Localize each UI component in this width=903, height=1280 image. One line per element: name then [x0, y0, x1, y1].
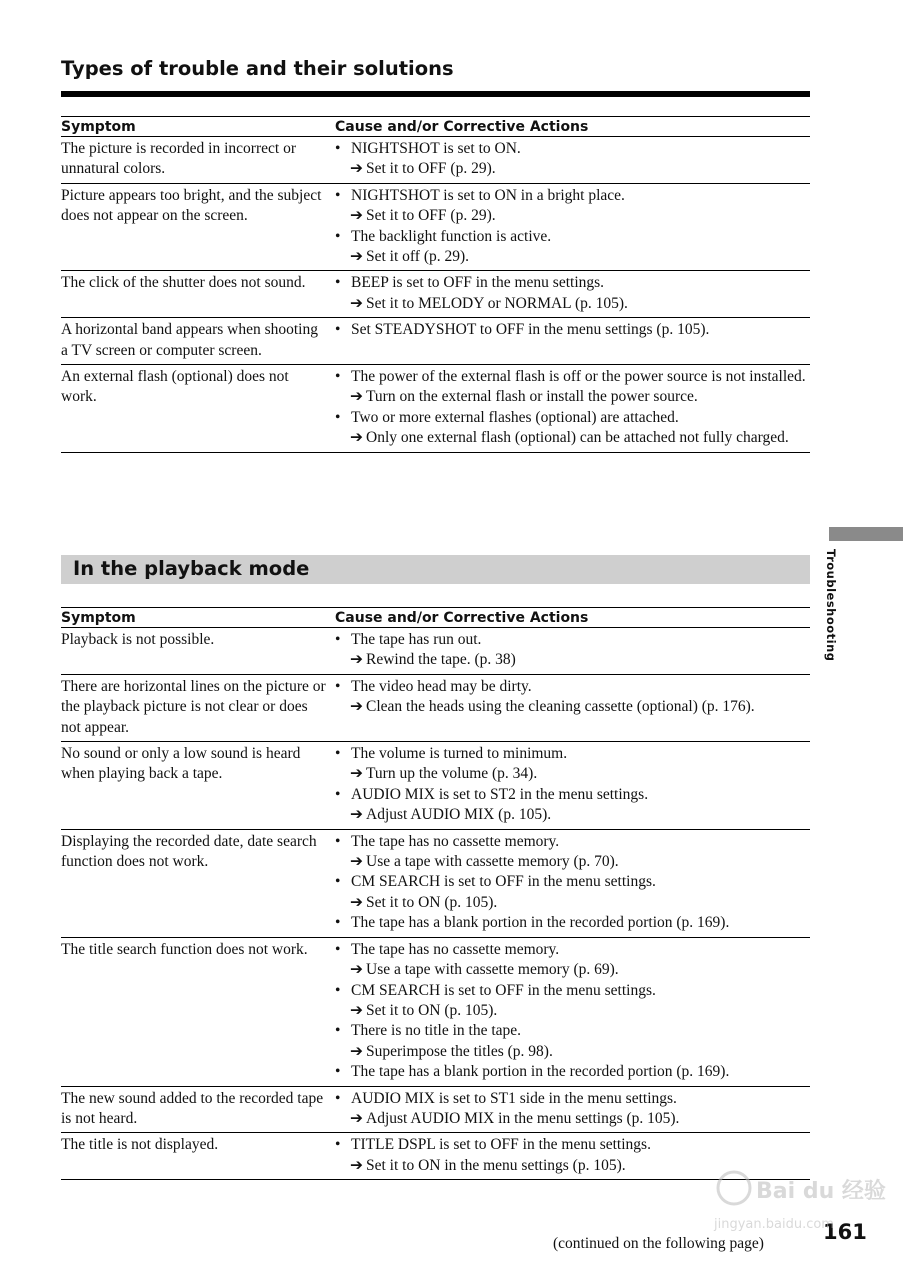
- cause-cell: [335, 742, 810, 830]
- arrow-icon: ➔: [350, 160, 363, 178]
- cause-item: [335, 1089, 810, 1109]
- item-text: Rewind the tape. (p. 38): [366, 651, 516, 669]
- bullet-icon: •: [335, 321, 341, 339]
- cause-header: Cause and/or Corrective Actions: [335, 608, 810, 628]
- item-text: The tape has no cassette memory.: [351, 940, 560, 958]
- item-text: The tape has a blank portion in the recorded portion (p. 169).: [351, 1063, 730, 1081]
- corrective-action: [335, 1042, 810, 1062]
- item-text: The volume is turned to minimum.: [351, 745, 568, 763]
- item-text: Set it to OFF (p. 29).: [366, 160, 496, 178]
- cause-cell: [335, 1086, 810, 1133]
- symptom-cell: No sound or only a low sound is heard when playing back a tape.: [61, 742, 335, 830]
- arrow-icon: ➔: [350, 1042, 363, 1060]
- symptom-cell: Displaying the recorded date, date search function does not work.: [61, 829, 335, 937]
- bullet-icon: •: [335, 832, 341, 850]
- bullet-icon: •: [335, 274, 341, 292]
- playback-trouble-table: [61, 607, 810, 1180]
- corrective-action: [335, 650, 810, 670]
- corrective-action: [335, 1109, 810, 1129]
- item-text: Clean the heads using the cleaning cassette (optional) (p. 176).: [366, 698, 755, 716]
- bullet-icon: •: [335, 940, 341, 958]
- cause-item: [335, 408, 810, 428]
- corrective-action: [335, 387, 810, 407]
- table-row: [61, 1086, 810, 1133]
- arrow-icon: ➔: [350, 961, 363, 979]
- symptom-cell: The title search function does not work.: [61, 937, 335, 1086]
- symptom-header: Symptom: [61, 608, 335, 628]
- arrow-icon: ➔: [350, 1001, 363, 1019]
- cause-item: [335, 677, 810, 697]
- item-text: Set it to ON (p. 105).: [366, 1001, 498, 1019]
- item-text: Superimpose the titles (p. 98).: [366, 1042, 553, 1060]
- symptom-cell: The click of the shutter does not sound.: [61, 271, 335, 318]
- cause-cell: [335, 628, 810, 675]
- bullet-icon: •: [335, 408, 341, 426]
- cause-item: [335, 981, 810, 1001]
- arrow-icon: ➔: [350, 294, 363, 312]
- cause-cell: [335, 674, 810, 741]
- section-title: In the playback mode: [73, 557, 310, 580]
- cause-item: [335, 630, 810, 650]
- arrow-icon: ➔: [350, 207, 363, 225]
- arrow-icon: ➔: [350, 429, 363, 447]
- item-text: AUDIO MIX is set to ST2 in the menu settings.: [351, 785, 649, 803]
- item-text: Two or more external flashes (optional) are attached.: [351, 408, 679, 426]
- corrective-action: [335, 893, 810, 913]
- symptom-cell: The new sound added to the recorded tape is not heard.: [61, 1086, 335, 1133]
- bullet-icon: •: [335, 677, 341, 695]
- cause-item: [335, 785, 810, 805]
- bullet-icon: •: [335, 785, 341, 803]
- arrow-icon: ➔: [350, 765, 363, 783]
- corrective-action: [335, 206, 810, 226]
- corrective-action: [335, 960, 810, 980]
- item-text: AUDIO MIX is set to ST1 side in the menu settings.: [351, 1089, 677, 1107]
- item-text: The backlight function is active.: [351, 227, 552, 245]
- bullet-icon: •: [335, 368, 341, 386]
- cause-item: [335, 940, 810, 960]
- side-tab-label: Troubleshooting: [824, 549, 838, 662]
- item-text: Set it off (p. 29).: [366, 248, 470, 266]
- table-row: [61, 137, 810, 184]
- table-row: [61, 674, 810, 741]
- symptom-cell: An external flash (optional) does not work.: [61, 365, 335, 453]
- arrow-icon: ➔: [350, 698, 363, 716]
- table-row: [61, 271, 810, 318]
- arrow-icon: ➔: [350, 893, 363, 911]
- cause-item: [335, 139, 810, 159]
- bullet-icon: •: [335, 745, 341, 763]
- arrow-icon: ➔: [350, 388, 363, 406]
- cause-item: [335, 832, 810, 852]
- arrow-icon: ➔: [350, 1156, 363, 1174]
- table-row: [61, 829, 810, 937]
- symptom-cell: Picture appears too bright, and the subject does not appear on the screen.: [61, 183, 335, 271]
- bullet-icon: •: [335, 873, 341, 891]
- symptom-cell: There are horizontal lines on the picture or the playback picture is not clear or does not appear.: [61, 674, 335, 741]
- bullet-icon: •: [335, 227, 341, 245]
- item-text: CM SEARCH is set to OFF in the menu settings.: [351, 873, 656, 891]
- cause-item: [335, 320, 810, 340]
- bullet-icon: •: [335, 140, 341, 157]
- corrective-action: [335, 697, 810, 717]
- cause-cell: [335, 271, 810, 318]
- item-text: Use a tape with cassette memory (p. 69).: [366, 961, 619, 979]
- side-tab-marker: [829, 527, 903, 541]
- cause-cell: [335, 365, 810, 453]
- table-row: [61, 742, 810, 830]
- page-number: 161: [823, 1220, 867, 1244]
- symptom-cell: Playback is not possible.: [61, 628, 335, 675]
- item-text: BEEP is set to OFF in the menu settings.: [351, 274, 605, 292]
- symptom-cell: The title is not displayed.: [61, 1133, 335, 1180]
- cause-item: [335, 186, 810, 206]
- bullet-icon: •: [335, 1063, 341, 1081]
- item-text: The tape has run out.: [351, 631, 482, 648]
- bullet-icon: •: [335, 1089, 341, 1107]
- corrective-action: [335, 852, 810, 872]
- cause-item: [335, 273, 810, 293]
- corrective-action: [335, 247, 810, 267]
- cause-cell: [335, 137, 810, 184]
- item-text: The power of the external flash is off or the power source is not installed.: [351, 368, 806, 386]
- item-text: TITLE DSPL is set to OFF in the menu settings.: [351, 1136, 651, 1154]
- item-text: The tape has no cassette memory.: [351, 832, 560, 850]
- cause-item: [335, 227, 810, 247]
- cause-item: [335, 872, 810, 892]
- bullet-icon: •: [335, 1022, 341, 1040]
- cause-cell: [335, 318, 810, 365]
- item-text: Set it to ON (p. 105).: [366, 893, 498, 911]
- item-text: Use a tape with cassette memory (p. 70).: [366, 853, 619, 871]
- item-text: There is no title in the tape.: [351, 1022, 522, 1040]
- cause-item: [335, 1021, 810, 1041]
- corrective-action: [335, 428, 810, 448]
- symptom-header: Symptom: [61, 117, 335, 137]
- cause-cell: [335, 829, 810, 937]
- bullet-icon: •: [335, 981, 341, 999]
- bullet-icon: •: [335, 1136, 341, 1154]
- cause-item: [335, 913, 810, 933]
- item-text: Set it to OFF (p. 29).: [366, 207, 496, 225]
- arrow-icon: ➔: [350, 1109, 363, 1127]
- table-row: [61, 318, 810, 365]
- corrective-action: [335, 294, 810, 314]
- cause-item: [335, 1062, 810, 1082]
- cause-cell: [335, 183, 810, 271]
- item-text: NIGHTSHOT is set to ON in a bright place.: [351, 186, 625, 204]
- item-text: Set it to ON in the menu settings (p. 105).: [366, 1156, 626, 1174]
- item-text: Adjust AUDIO MIX in the menu settings (p. 105).: [366, 1109, 680, 1127]
- bullet-icon: •: [335, 631, 341, 648]
- page-title: Types of trouble and their solutions: [61, 57, 454, 80]
- item-text: Turn up the volume (p. 34).: [366, 765, 538, 783]
- item-text: Set STEADYSHOT to OFF in the menu settings (p. 105).: [351, 321, 710, 339]
- recording-trouble-table: [61, 116, 810, 453]
- continued-note: (continued on the following page): [553, 1235, 764, 1252]
- cause-cell: [335, 937, 810, 1086]
- corrective-action: [335, 764, 810, 784]
- item-text: The video head may be dirty.: [351, 677, 532, 695]
- bullet-icon: •: [335, 186, 341, 204]
- cause-item: [335, 744, 810, 764]
- item-text: The tape has a blank portion in the recorded portion (p. 169).: [351, 914, 730, 932]
- cause-header: Cause and/or Corrective Actions: [335, 117, 810, 137]
- corrective-action: [335, 159, 810, 179]
- item-text: NIGHTSHOT is set to ON.: [351, 140, 521, 157]
- table-row: [61, 183, 810, 271]
- cause-item: [335, 1135, 810, 1155]
- item-text: Turn on the external flash or install the power source.: [366, 388, 698, 406]
- arrow-icon: ➔: [350, 651, 363, 669]
- item-text: Adjust AUDIO MIX (p. 105).: [366, 806, 552, 824]
- bullet-icon: •: [335, 914, 341, 932]
- corrective-action: [335, 1001, 810, 1021]
- table-row: [61, 365, 810, 453]
- watermark-url: jingyan.baidu.com: [714, 1217, 834, 1232]
- table-row: [61, 628, 810, 675]
- item-text: Set it to MELODY or NORMAL (p. 105).: [366, 294, 628, 312]
- corrective-action: [335, 805, 810, 825]
- table-row: [61, 1133, 810, 1180]
- arrow-icon: ➔: [350, 853, 363, 871]
- title-rule: [61, 91, 810, 97]
- arrow-icon: ➔: [350, 248, 363, 266]
- watermark-brand: Bai du 经验: [756, 1179, 886, 1204]
- symptom-cell: The picture is recorded in incorrect or unnatural colors.: [61, 137, 335, 184]
- cause-item: [335, 367, 810, 387]
- symptom-cell: A horizontal band appears when shooting a TV screen or computer screen.: [61, 318, 335, 365]
- item-text: Only one external flash (optional) can be attached not fully charged.: [366, 429, 789, 447]
- item-text: CM SEARCH is set to OFF in the menu settings.: [351, 981, 656, 999]
- arrow-icon: ➔: [350, 806, 363, 824]
- table-row: [61, 937, 810, 1086]
